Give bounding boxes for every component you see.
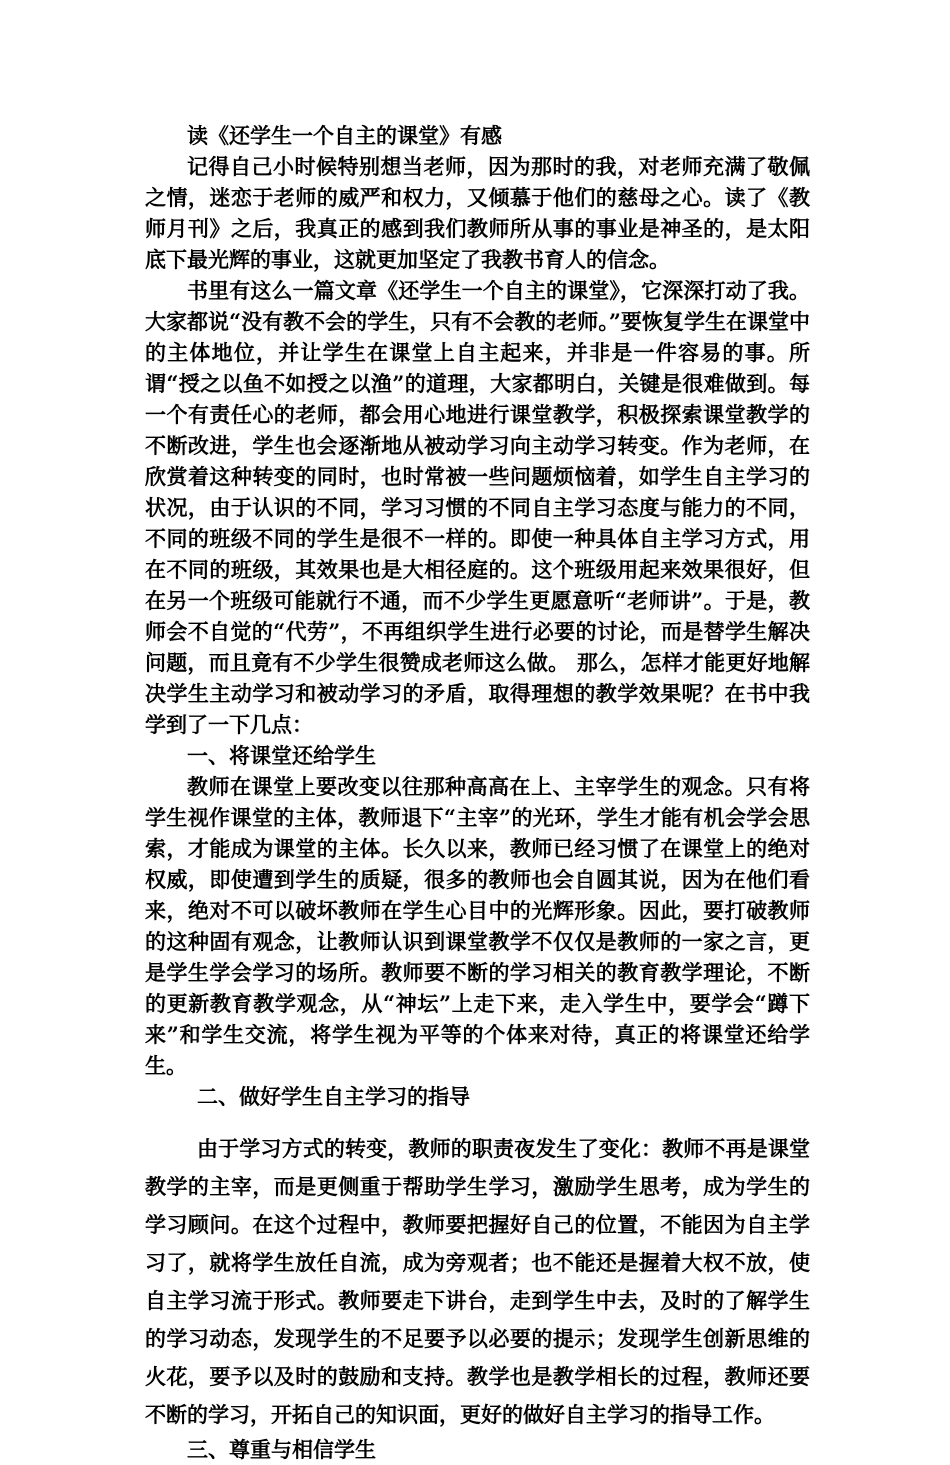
section-2-body: 由于学习方式的转变，教师的职责夜发生了变化：教师不再是课堂教学的主宰，而是更侧重于帮助学生学习，激励学生思考，成为学生的学习顾问。在这个过程中，教师要把握好自己的位置，不能因为自主学习了，就将学生放任自流，成为旁观者；也不能还是握着大权不放，使自主学习流于形式。教师要走下讲台，走到学生中去，及时的了解学生的学习动态，发现学生的不足要予以必要的提示；发现学生创新思维的火花，要予以及时的鼓励和支持。教学也是教学相长的过程，教师还要不断的学习，开拓自己的知识面，更好的做好自主学习的指导工作。	[145, 1136, 810, 1427]
section-2-heading: 二、做好学生自主学习的指导	[197, 1084, 470, 1109]
section-1-heading: 一、将课堂还给学生	[187, 743, 376, 768]
paragraph-intro: 记得自己小时候特别想当老师，因为那时的我，对老师充满了敬佩之情，迷恋于老师的威严和权力，又倾慕于他们的慈母之心。读了《教师月刊》之后，我真正的感到我们教师所从事的事业是神圣的，是太阳底下最光辉的事业，这就更加坚定了我教书育人的信念。	[145, 154, 810, 272]
section-1-body: 教师在课堂上要改变以往那种高高在上、主宰学生的观念。只有将学生视作课堂的主体，教师退下“主宰”的光环，学生才能有机会学会思索，才能成为课堂的主体。长久以来，教师已经习惯了在课堂上的绝对权威，即使遭到学生的质疑，很多的教师也会自圆其说，因为在他们看来，绝对不可以破坏教师在学生心目中的光辉形象。因此，要打破教师的这种固有观念，让教师认识到课堂教学不仅仅是教师的一家之言，更是学生学会学习的场所。教师要不断的学习相关的教育教学理论，不断的更新教育教学观念，从“神坛”上走下来，走入学生中，要学会“蹲下来”和学生交流，将学生视为平等的个体来对待，真正的将课堂还给学生。	[145, 774, 810, 1078]
document-title: 读《还学生一个自主的课堂》有感	[187, 123, 502, 148]
document-page	[145, 120, 810, 1465]
section-3-heading: 三、尊重与相信学生	[187, 1437, 376, 1462]
paragraph-article: 书里有这么一篇文章《还学生一个自主的课堂》，它深深打动了我。大家都说“没有教不会的学生，只有不会教的老师。”要恢复学生在课堂中的主体地位，并让学生在课堂上自主起来，并非是一件容易的事。所谓“授之以鱼不如授之以渔”的道理，大家都明白，关键是很难做到。每一个有责任心的老师，都会用心地进行课堂教学，积极探索课堂教学的不断改进，学生也会逐渐地从被动学习向主动学习转变。作为老师，在欣赏着这种转变的同时，也时常被一些问题烦恼着，如学生自主学习的状况，由于认识的不同，学习习惯的不同自主学习态度与能力的不同，不同的班级不同的学生是很不一样的。即使一种具体自主学习方式，用在不同的班级，其效果也是大相径庭的。这个班级用起来效果很好，但在另一个班级可能就行不通，而不少学生更愿意听“老师讲”。于是，教师会不自觉的“代劳”，不再组织学生进行必要的讨论，而是替学生解决问题，而且竟有不少学生很赞成老师这么做。 那么，怎样才能更好地解决学生主动学习和被动学习的矛盾，取得理想的教学效果呢？在书中我学到了一下几点：	[145, 278, 810, 737]
